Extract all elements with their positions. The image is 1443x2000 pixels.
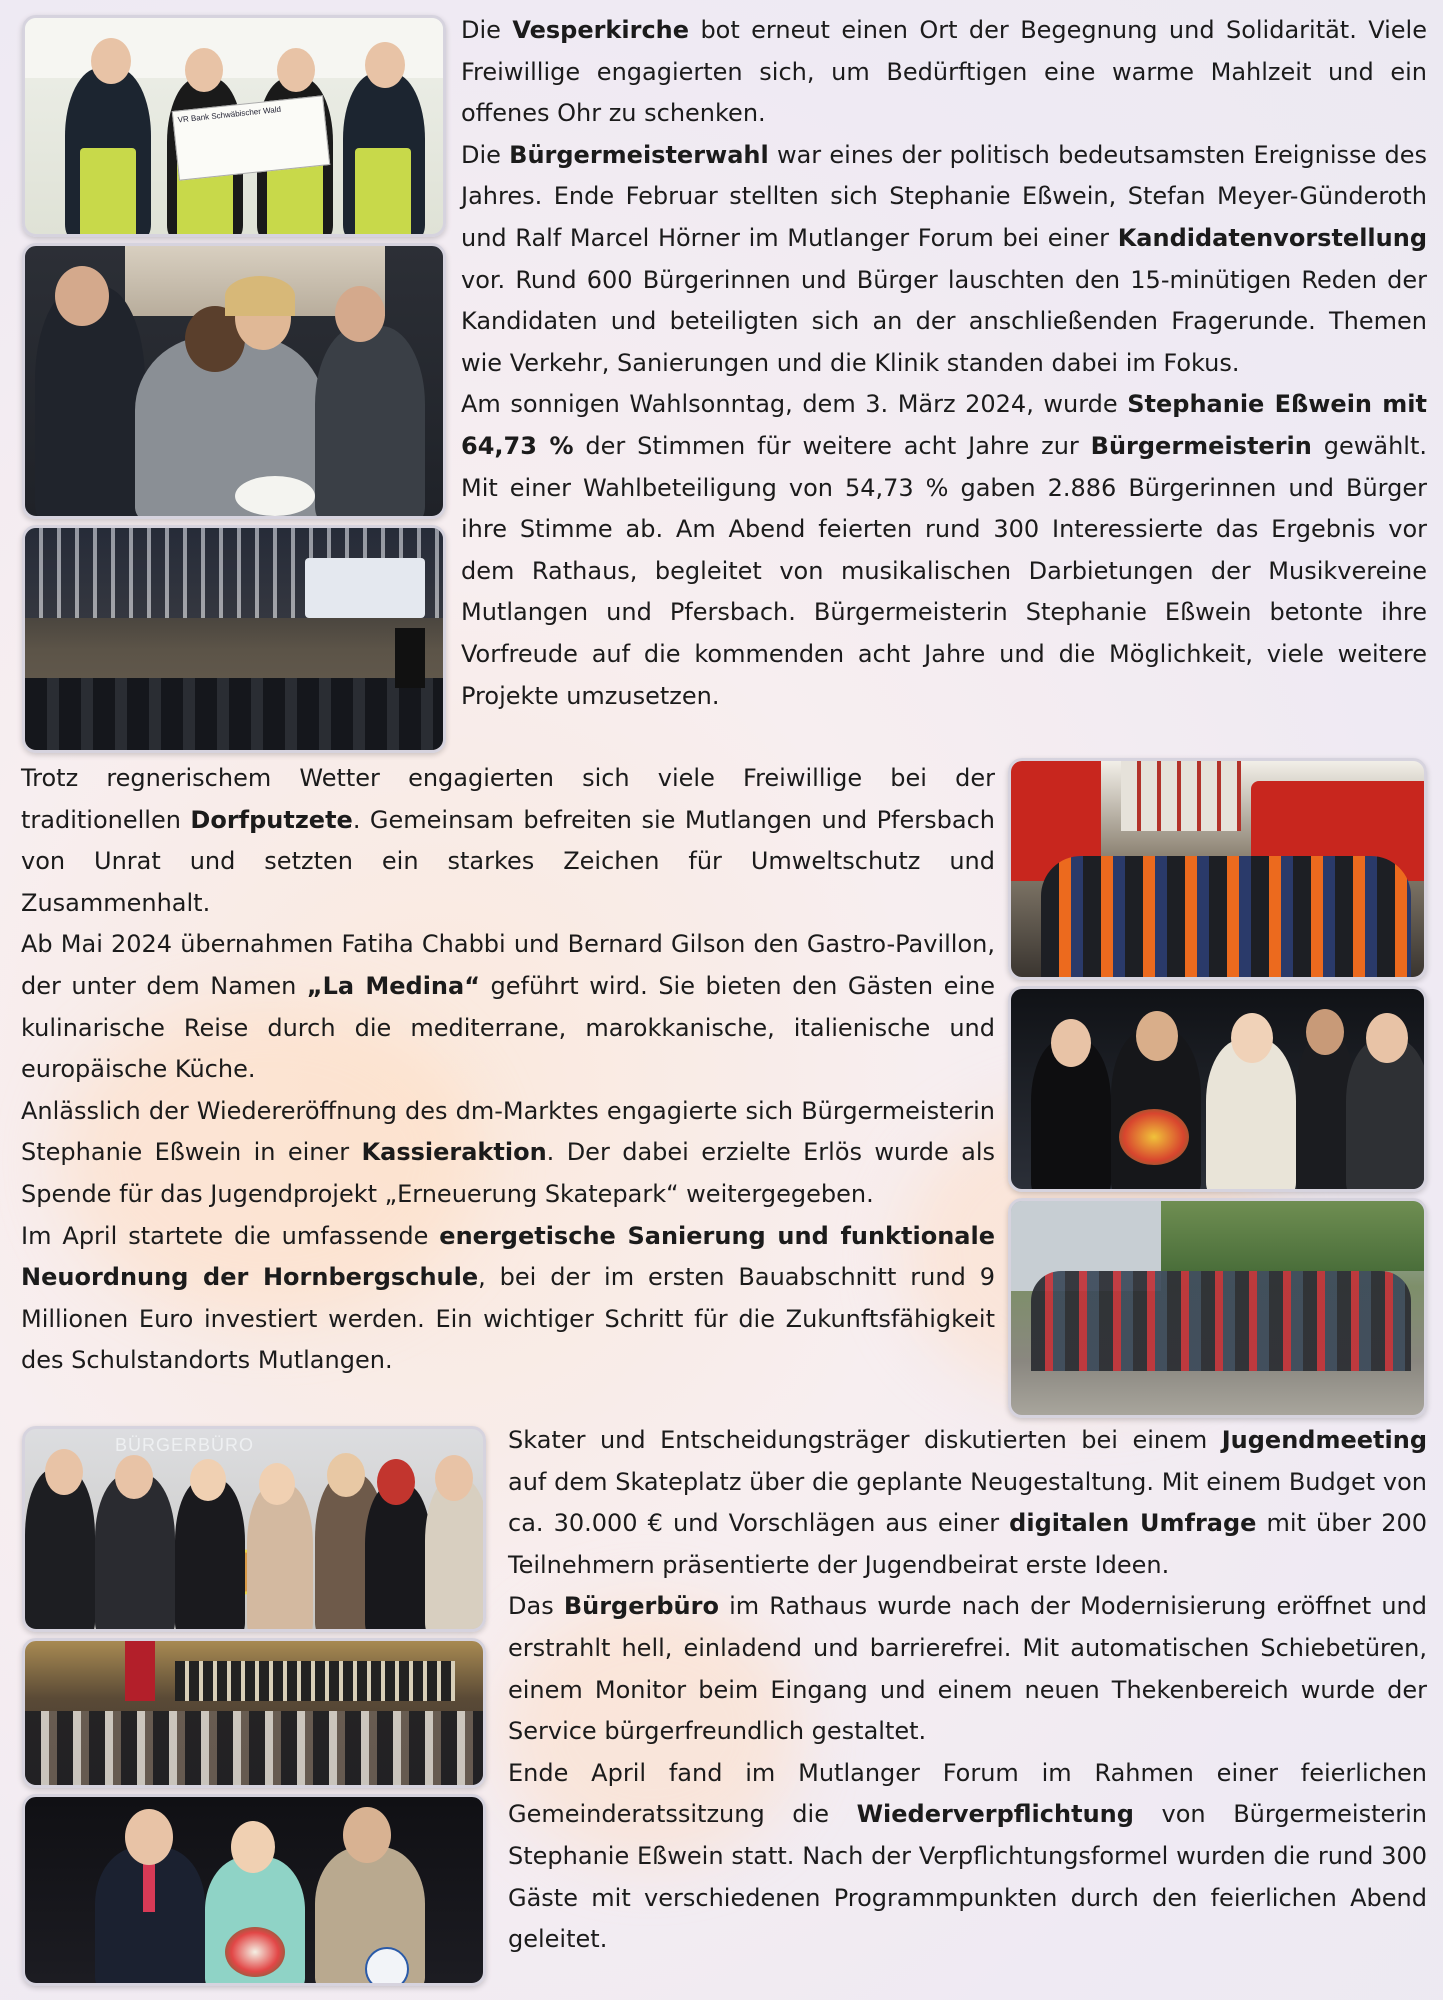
paragraph-dorfputzete: Trotz regnerischem Wetter engagierten sich viele Freiwillige bei der traditionellen Dorfputzete. Gemeinsam befreiten sie Mutlangen und Pfersbach von Unrat und setzten ein starkes Zeichen für Umweltschutz und Zusammenhalt. [21, 764, 995, 917]
photo-wiederverpflichtung [22, 1794, 486, 1986]
section-1-text [461, 10, 1427, 717]
photo-election-evening-crowd [22, 525, 446, 753]
paragraph-la-medina: Ab Mai 2024 übernahmen Fatiha Chabbi und Bernard Gilson den Gastro-Pavillon, der unter dem Namen „La Medina“ geführt wird. Sie bieten den Gästen eine kulinarische Reise durch die mediterrane, marokkanische, italienische und europäische Küche. [21, 930, 995, 1084]
paragraph-buergerbuero: Das Bürgerbüro im Rathaus wurde nach der Modernisierung eröffnet und erstrahlt hell, einladend und barrierefrei. Mit automatischen Schiebetüren, einem Monitor beim Eingang und einem neuen Thekenbereich wurde der Service bürgerfreundlich gestaltet. [508, 1592, 1427, 1746]
buergerbuero-sign: BÜRGERBÜRO [115, 1435, 255, 1455]
photo-dorfputzete-group [1008, 758, 1427, 980]
paragraph-wahlsonntag: Am sonnigen Wahlsonntag, dem 3. März 2024, wurde Stephanie Eßwein mit 64,73 % der Stimmen für weitere acht Jahre zur Bürgermeisterin gewählt. Mit einer Wahlbeteiligung von 54,73 % gaben 2.886 Bürgerinnen und Bürger ihre Stimme ab. Am Abend feierten rund 300 Interessierte das Ergebnis vor dem Rathaus, begleitet von musikalischen Darbietungen der Musikvereine Mutlangen und Pfersbach. Bürgermeisterin Stephanie Eßwein betonte ihre Vorfreude auf die kommenden acht Jahre und die Möglichkeit, viele weitere Projekte umzusetzen. [461, 390, 1428, 710]
paragraph-jugendmeeting: Skater und Entscheidungsträger diskutierten bei einem Jugendmeeting auf dem Skateplatz über die geplante Neugestaltung. Mit einem Budget von ca. 30.000 € und Vorschlägen aus einer digitalen Umfrage mit über 200 Teilnehmern präsentierte der Jugendbeirat erste Ideen. [508, 1426, 1427, 1579]
paragraph-kassieraktion: Anlässlich der Wiedereröffnung des dm-Marktes engagierte sich Bürgermeisterin Stephanie Eßwein in einer Kassieraktion. Der dabei erzielte Erlös wurde als Spende für das Jugendprojekt „Erneuerung Skatepark“ weitergegeben. [21, 1096, 995, 1208]
paragraph-wiederverpflichtung: Ende April fand im Mutlanger Forum im Rahmen einer feierlichen Gemeinderatssitzung die Wiederverpflichtung von Bürgermeisterin Stephanie Eßwein statt. Nach der Verpflichtungsformel wurden die rund 300 Gäste mit verschiedenen Programmpunkten durch den feierlichen Abend geleitet. [508, 1758, 1427, 1954]
paragraph-hornbergschule: Im April startete die umfassende energetische Sanierung und funktionale Neuordnung der Hornbergschule, bei der im ersten Bauabschnitt rund 9 Millionen Euro investiert werden. Ein wichtiger Schritt für die Zukunftsfähigkeit des Schulstandorts Mutlangen. [21, 1221, 995, 1375]
photo-la-medina-opening [1008, 986, 1427, 1192]
section-2-text [21, 758, 995, 1382]
photo-buergerbuero-opening [22, 1426, 486, 1632]
photo-vesperkirche-cheque [22, 15, 446, 237]
photo-forum-concert-hall [22, 1638, 486, 1788]
photo-hornbergschule-groundbreaking [1008, 1198, 1427, 1418]
section-3-text [508, 1420, 1427, 1961]
paragraph-buergermeisterwahl: Die Bürgermeisterwahl war eines der politisch bedeutsamsten Ereignisse des Jahres. Ende Februar stellten sich Stephanie Eßwein, Stefan Meyer-Günderoth und Ralf Marcel Hörner im Mutlanger Forum bei einer Kandidatenvorstellung vor. Rund 600 Bürgerinnen und Bürger lauschten den 15-minütigen Reden der Kandidaten und beteiligten sich an der anschließenden Fragerunde. Themen wie Verkehr, Sanierungen und die Klinik standen dabei im Fokus. [461, 140, 1428, 377]
photo-election-hug [22, 243, 446, 519]
paragraph-vesperkirche: Die Vesperkirche bot erneut einen Ort der Begegnung und Solidarität. Viele Freiwillige engagierten sich, um Bedürftigen eine warme Mahlzeit und ein offenes Ohr zu schenken. [461, 16, 1427, 128]
cheque-bank-label: VR Bank Schwäbischer Wald [177, 104, 282, 125]
